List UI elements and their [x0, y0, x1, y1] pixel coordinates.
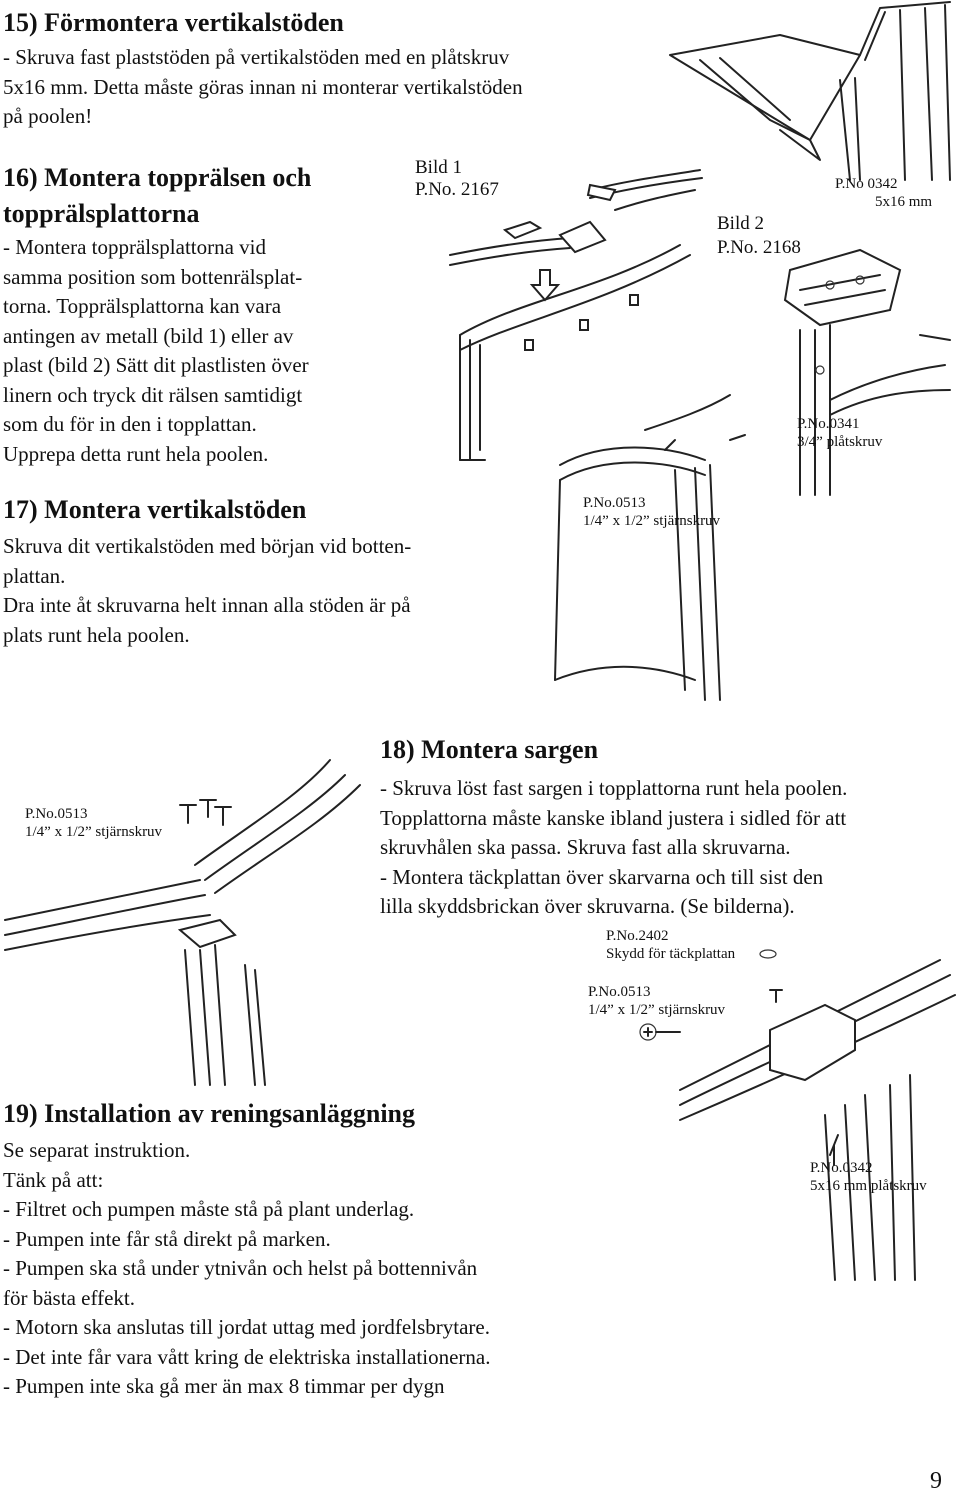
text-line: som du för in den i topplattan. [3, 412, 257, 436]
text-line: - Skruva fast plaststöden på vertikalstöden med en plåtskruv [3, 45, 510, 69]
section-17-text [3, 532, 411, 650]
text-line: antingen av metall (bild 1) eller av [3, 323, 294, 348]
star-screw-icon [640, 1024, 680, 1040]
text-line: skruvhålen ska passa. Skruva fast alla skruvarna. [380, 835, 791, 859]
bild2-label: Bild 2 P.No. 2168 [717, 213, 801, 258]
part-2402-label: P.No.2402 Skydd för täckplattan [606, 928, 736, 962]
section-19-heading: 19) Installation av reningsanläggning [3, 1099, 416, 1128]
text-line: plats runt hela poolen. [3, 622, 190, 647]
cover-cap-icon [760, 950, 776, 958]
screw-icon [770, 990, 782, 1002]
text-line: Upprepa detta runt hela poolen. [3, 441, 269, 466]
screw-icon [180, 800, 231, 825]
part-0342-label: P.No 0342 5x16 mm [835, 176, 933, 210]
vertical-support-bracket-illustration [660, 0, 960, 180]
section-19-text [3, 1136, 490, 1402]
part-0513-label: P.No.0513 1/4” x 1/2” stjärnskruv [588, 984, 726, 1018]
top-rail-joint-illustration [0, 755, 370, 1085]
section-17-heading: 17) Montera vertikalstöden [3, 495, 307, 524]
text-line: Tänk på att: [3, 1167, 104, 1192]
text-line: - Pumpen ska stå under ytnivån och helst på bottennivån [3, 1256, 478, 1280]
vertical-support-illustration [545, 390, 745, 710]
part-0341-label: P.No.0341 3/4” plåtskruv [797, 416, 883, 450]
text-line: plattan. [3, 563, 66, 588]
heading-line: topprälsplattorna [3, 199, 200, 228]
text-line: Se separat instruktion. [3, 1138, 191, 1162]
section-15-heading: 15) Förmontera vertikalstöden [3, 8, 344, 37]
text-line: på poolen! [3, 104, 93, 128]
page-number: 9 [930, 1468, 942, 1494]
text-line: - Montera topprälsplattorna vid [3, 235, 267, 259]
text-line: 5x16 mm. Detta måste göras innan ni monterar vertikalstöden [3, 74, 523, 99]
cover-plate-illustration [640, 940, 960, 1280]
text-line: Skruva dit vertikalstöden med början vid botten- [3, 534, 412, 558]
section-18-heading: 18) Montera sargen [380, 735, 599, 764]
text-line: - Pumpen inte får stå direkt på marken. [3, 1226, 331, 1251]
text-line: - Montera täckplattan över skarvarna och till sist den [380, 864, 824, 889]
text-line: - Motorn ska anslutas till jordat uttag med jordfelsbrytare. [3, 1315, 490, 1339]
part-0342-label: P.No.0342 5x16 mm plåtskruv [810, 1160, 927, 1194]
heading-line: 16) Montera topprälsen och [3, 163, 312, 192]
text-line: - Skruva löst fast sargen i topplattorna runt hela poolen. [380, 776, 848, 800]
text-line: torna. Topprälsplattorna kan vara [3, 294, 282, 318]
text-line: samma position som bottenrälsplat- [3, 264, 303, 289]
part-0513-label: P.No.0513 1/4” x 1/2” stjärnskruv [25, 806, 163, 840]
bild1-label: Bild 1 P.No. 2167 [415, 157, 499, 200]
text-line: för bästa effekt. [3, 1285, 135, 1310]
section-15-text [3, 43, 523, 132]
text-line: - Det inte får vara vått kring de elektriska installationerna. [3, 1344, 491, 1369]
section-16-text [3, 233, 309, 469]
top-rail-plastic-plate-illustration [760, 230, 960, 495]
text-line: plast (bild 2) Sätt dit plastlisten över [3, 353, 309, 377]
text-line: - Filtret och pumpen måste stå på plant underlag. [3, 1197, 415, 1221]
text-line: lilla skyddsbrickan över skruvarna. (Se bilderna). [380, 894, 795, 918]
text-line: - Pumpen inte ska gå mer än max 8 timmar per dygn [3, 1374, 445, 1398]
text-line: linern och tryck dit rälsen samtidigt [3, 382, 303, 407]
section-18-text [380, 774, 847, 922]
text-line: Topplattorna måste kanske ibland justera i sidled för att [380, 805, 847, 830]
text-line: Dra inte åt skruvarna helt innan alla stöden är på [3, 593, 411, 617]
section-16-heading [3, 160, 311, 232]
part-0513-label: P.No.0513 1/4” x 1/2” stjärnskruv [583, 495, 721, 529]
